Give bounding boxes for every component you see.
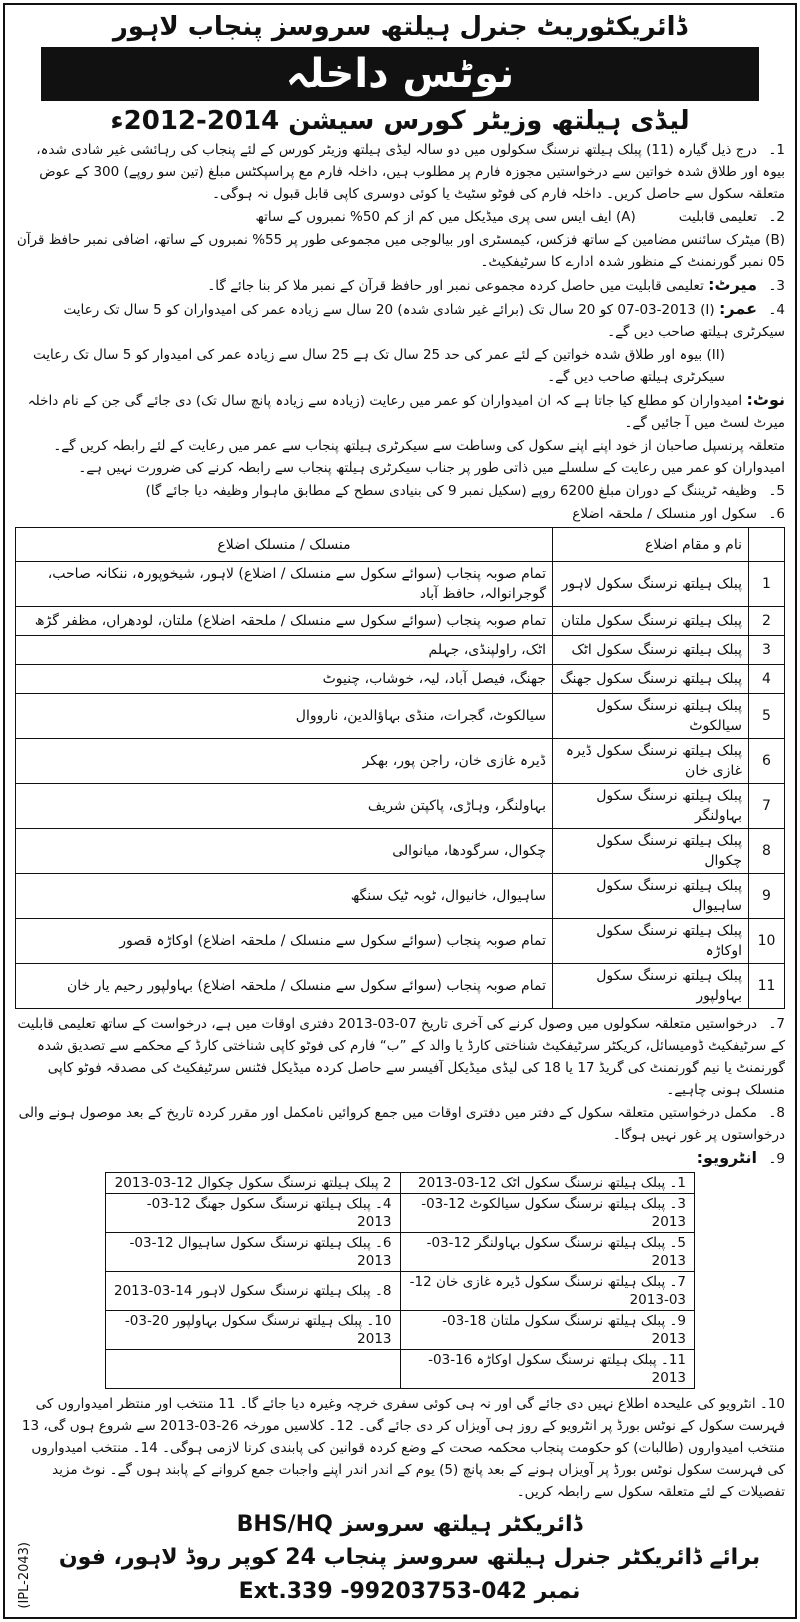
linked-districts: چکوال، سرگودھا، میانوالی [16, 829, 553, 874]
item-5: 5۔وظیفہ ٹریننگ کے دوران مبلغ 6200 روپے (سکیل نمبر 9 کی بنیادی سطح کے مطابق ماہوار وظیفہ دیا جائے گا) [145, 483, 785, 499]
interview-entry: 5۔ پبلک ہیلتھ نرسنگ سکول بہاولنگر 12-03-2013 [400, 1233, 695, 1272]
interview-row [106, 1311, 695, 1350]
school-name: پبلک ہیلتھ نرسنگ سکول چکوال [553, 829, 749, 874]
table-row [16, 694, 785, 739]
item-7: 7۔درخواستیں متعلقہ سکولوں میں وصول کرنے کی آخری تاریخ 07-03-2013 دفتری اوقات میں ہے، درخواست کے ساتھ تعلیمی قابلیت کے سرٹیفکیٹ ڈومیسائل، کریکٹر سرٹیفکیٹ شناختی کارڈ یا والد کے ”ب“ فارم کی فوٹو کاپی شناختی کارڈ کے محکمے سے تصدیق شدہ گورنمنٹ یا نیم گورنمنٹ کی گریڈ 17 یا 18 کی لیڈی میڈیکل آفیسر سے حاصل کردہ میڈیکل فٹنس سرٹیفکیٹ کی مصدقہ فوٹو کاپی منسلک ہونی چاہیے۔ [17, 1016, 785, 1098]
interview-entry: 10۔ پبلک ہیلتھ نرسنگ سکول بہاولپور 20-03-2013 [106, 1311, 401, 1350]
signatory: ڈائریکٹر ہیلتھ سروسز BHS/HQ [236, 1512, 583, 1537]
school-name: پبلک ہیلتھ نرسنگ سکول بہاولنگر [553, 784, 749, 829]
linked-districts: بہاولنگر، وہاڑی، پاکپتن شریف [16, 784, 553, 829]
school-name: پبلک ہیلتھ نرسنگ سکول ساہیوال [553, 874, 749, 919]
course-title: لیڈی ہیلتھ وزیٹر کورس سیشن 2014-2012ء [110, 106, 690, 136]
interview-row [106, 1233, 695, 1272]
interview-entry: 11۔ پبلک ہیلتھ نرسنگ سکول اوکاڑہ 16-03-2013 [400, 1350, 695, 1389]
linked-districts: ساہیوال، خانیوال، ٹوبہ ٹیک سنگھ [16, 874, 553, 919]
interview-entry: 2 پبلک ہیلتھ نرسنگ سکول چکوال 12-03-2013 [106, 1173, 401, 1194]
school-name: پبلک ہیلتھ نرسنگ سکول سیالکوٹ [553, 694, 749, 739]
school-name: پبلک ہیلتھ نرسنگ سکول اٹک [553, 636, 749, 665]
interview-entry [106, 1350, 401, 1389]
note: نوٹ: امیدواران کو مطلع کیا جاتا ہے کہ ان امیدواران کو عمر میں رعایت (زیادہ سے زیادہ پانچ سال تک) دی جائے گی جن کے نام داخلہ میرٹ لسٹ میں آ جائیں گے۔ [27, 390, 785, 431]
item-1: 1۔درج ذیل گیارہ (11) پبلک ہیلتھ نرسنگ سکولوں میں دو سالہ لیڈی ہیلتھ وزیٹر کورس کے لئے پنجاب کی رہائشی غیر شادی شدہ، بیوہ اور طلاق شدہ خواتین سے درخواستیں مجوزہ فارم پر مطلوب ہیں، داخلہ فارم مع پراسپکٹس مبلغ (تین سو روپے) 300 کے عوض متعلقہ سکول سے حاصل کریں۔ داخلہ فارم کی فوٹو سٹیٹ یا کوئی دوسری کاپی قابل قبول نہ ہوگی۔ [36, 142, 785, 202]
interview-entry: 8۔ پبلک ہیلتھ نرسنگ سکول لاہور 14-03-2013 [106, 1272, 401, 1311]
interview-row [106, 1194, 695, 1233]
interview-row [106, 1350, 695, 1389]
table-row [16, 607, 785, 636]
table-row [16, 829, 785, 874]
row-number: 9 [749, 874, 785, 919]
linked-districts: تمام صوبہ پنجاب (سوائے سکول سے منسلک / ملحقہ اضلاع) اوکاڑہ قصور [16, 919, 553, 964]
interview-table [105, 1172, 695, 1389]
ad-code: (IPL-2043) [17, 1542, 32, 1609]
header-school: نام و مقام اضلاع [553, 528, 749, 562]
school-name: پبلک ہیلتھ نرسنگ سکول لاہور [553, 562, 749, 607]
table-header-row [16, 528, 785, 562]
row-number: 1 [749, 562, 785, 607]
notice-banner: نوٹس داخلہ [41, 47, 759, 101]
interview-row [106, 1173, 695, 1194]
table-row [16, 739, 785, 784]
linked-districts: اٹک، راولپنڈی، جہلم [16, 636, 553, 665]
row-number: 6 [749, 739, 785, 784]
interview-entry: 6۔ پبلک ہیلتھ نرسنگ سکول ساہیوال 12-03-2013 [106, 1233, 401, 1272]
item-2: 2۔تعلیمی قابلیت (A) ایف ایس سی پری میڈیکل میں کم از کم 50% نمبروں کے ساتھ [255, 209, 785, 225]
linked-districts: ڈیرہ غازی خان، راجن پور، بھکر [16, 739, 553, 784]
organization-title: ڈائریکٹوریٹ جنرل ہیلتھ سروسز پنجاب لاہور [112, 12, 688, 42]
school-name: پبلک ہیلتھ نرسنگ سکول اوکاڑہ [553, 919, 749, 964]
linked-districts: سیالکوٹ، گجرات، منڈی بہاؤالدین، نارووال [16, 694, 553, 739]
row-number: 5 [749, 694, 785, 739]
linked-districts: تمام صوبہ پنجاب (سوائے سکول سے منسلک / ملحقہ اضلاع) بہاولپور رحیم یار خان [16, 964, 553, 1009]
linked-districts: جھنگ، فیصل آباد، لیہ، خوشاب، چنیوٹ [16, 665, 553, 694]
table-row [16, 964, 785, 1009]
table-row [16, 919, 785, 964]
notice-border [3, 3, 797, 1619]
items-section [15, 139, 785, 525]
interview-row [106, 1272, 695, 1311]
school-name: پبلک ہیلتھ نرسنگ سکول ڈیرہ غازی خان [553, 739, 749, 784]
table-row [16, 874, 785, 919]
header-districts: منسلک / منسلک اضلاع [16, 528, 553, 562]
interview-entry: 1۔ پبلک ہیلتھ نرسنگ سکول اٹک 12-03-2013 [400, 1173, 695, 1194]
interview-entry: 7۔ پبلک ہیلتھ نرسنگ سکول ڈیرہ غازی خان 12-03-2013 [400, 1272, 695, 1311]
school-name: پبلک ہیلتھ نرسنگ سکول بہاولپور [553, 964, 749, 1009]
linked-districts: تمام صوبہ پنجاب (سوائے سکول سے منسلک / ملحقہ اضلاع) ملتان، لودھراں، مظفر گڑھ [16, 607, 553, 636]
address-line: برائے ڈائریکٹر جنرل ہیلتھ سروسز پنجاب 24 کوپر روڈ لاہور، فون نمبر 042-99203753- Ext.339 [58, 1545, 761, 1604]
row-number: 11 [749, 964, 785, 1009]
item-2b: (B) میٹرک سائنس مضامین کے ساتھ فزکس، کیمسٹری اور بیالوجی میں مجموعی طور پر 55% نمبروں کے ساتھ، اضافی نمبر حافظ قرآن 05 نمبر گورنمنٹ کے منظور شدہ ادارے کا سرٹیفکیٹ۔ [16, 232, 785, 270]
item-6: 6۔سکول اور منسلک / ملحقہ اضلاع [572, 506, 785, 522]
row-number: 8 [749, 829, 785, 874]
items-section-2 [15, 1013, 785, 1170]
closing-notes: 10۔ انٹرویو کی علیحدہ اطلاع نہیں دی جائے گی اور نہ ہی کوئی سفری خرچہ وغیرہ دیا جائے گا۔ 11 منتخب اور منتظر امیدواروں کی فہرست سکول کے نوٹس بورڈ پر انٹرویو کے روز ہی آویزاں کر دی جائے گی۔ 12۔ کلاسیں مورخہ 26-03-2013 سے شروع ہوں گی، 13 منتخب امیدواروں (طالبات) کو حکومت پنجاب محکمہ صحت کے وضع کردہ قوانین کی پابندی کرنا لازمی ہوگی۔ 14۔ منتخب امیدواروں کی فہرست سکول نوٹس بورڈ پر آویزاں ہونے کے بعد پانچ (5) یوم کے اندر اندر اپنے واجبات جمع کروانے کے پابند ہوں گے۔ نوٹ مزید تفصیلات کے لئے متعلقہ سکول سے رابطہ کریں۔ [21, 1396, 785, 1500]
item-3: 3۔میرٹ: تعلیمی قابلیت میں حاصل کردہ مجموعی نمبر اور حافظ قرآن کے نمبر ملا کر بنا جائے گا۔ [207, 275, 785, 294]
school-name: پبلک ہیلتھ نرسنگ سکول جھنگ [553, 665, 749, 694]
table-row [16, 636, 785, 665]
row-number: 3 [749, 636, 785, 665]
note-2: متعلقہ پرنسپل صاحبان از خود اپنے اپنے سکول کی وساطت سے سیکرٹری ہیلتھ پنجاب سے عمر میں رعایت کے لئے رابطہ کریں گے۔ امیدواران کو عمر میں رعایت کے سلسلے میں ذاتی طور پر جناب سیکرٹری ہیلتھ پنجاب سے رابطہ کرنے کی ضرورت نہیں ہے۔ [53, 438, 785, 476]
item-4b: (II) بیوہ اور طلاق شدہ خواتین کے لئے عمر کی حد 25 سال تک ہے 25 سال سے زیادہ عمر کی امیدوار کو 5 سال تک رعایت سیکرٹری ہیلتھ صاحب دیں گے۔ [33, 347, 725, 385]
linked-districts: تمام صوبہ پنجاب (سوائے سکول سے منسلک / اضلاع) لاہور، شیخوپورہ، ننکانہ صاحب، گوجرانوالہ، حافظ آباد [16, 562, 553, 607]
interview-entry: 3۔ پبلک ہیلتھ نرسنگ سکول سیالکوٹ 12-03-2013 [400, 1194, 695, 1233]
table-row [16, 665, 785, 694]
table-row [16, 562, 785, 607]
footer [15, 1509, 785, 1609]
interview-entry: 9۔ پبلک ہیلتھ نرسنگ سکول ملتان 18-03-2013 [400, 1311, 695, 1350]
item-8: 8۔مکمل درخواستیں متعلقہ سکول کے دفتر میں دفتری اوقات میں جمع کروائیں نامکمل اور مقرر کردہ تاریخ کے بعد موصول ہونے والی درخواستوں پر غور نہیں ہوگا۔ [18, 1105, 785, 1143]
row-number: 2 [749, 607, 785, 636]
row-number: 10 [749, 919, 785, 964]
row-number: 7 [749, 784, 785, 829]
table-row [16, 784, 785, 829]
footer-main [34, 1509, 785, 1609]
row-number: 4 [749, 665, 785, 694]
school-name: پبلک ہیلتھ نرسنگ سکول ملتان [553, 607, 749, 636]
item-4: 4۔عمر: (I) 07-03-2013 کو 20 سال تک (برائے غیر شادی شدہ) 20 سال سے زیادہ عمر کی امیدواران کو 5 سال تک رعایت سیکرٹری ہیلتھ صاحب دیں گے۔ [63, 299, 785, 340]
item-9: 9۔انٹرویو: [696, 1148, 785, 1167]
districts-table [15, 527, 785, 1009]
interview-entry: 4۔ پبلک ہیلتھ نرسنگ سکول جھنگ 12-03-2013 [106, 1194, 401, 1233]
